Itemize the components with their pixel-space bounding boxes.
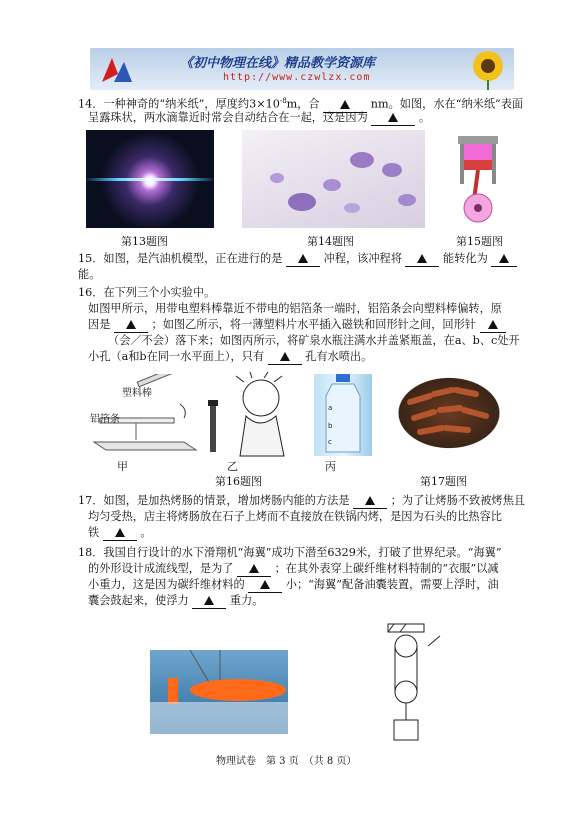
q16-line-3: 因是 ；如图乙所示，将一薄塑料片水平插入磁铁和回形针之间，回形针 — [88, 317, 506, 333]
fig16-bing-bottle — [314, 374, 372, 456]
q18-line-1: 18．我国自行设计的水下滑翔机“海翼”成功下潜至6329米，打破了世界纪录。“海翼” — [78, 546, 502, 559]
q16-line-2: 如图甲所示，用带电塑料棒靠近不带电的铝箔条一端时，铝箔条会向塑料棒偏转，原 — [88, 302, 502, 315]
fig16-label-yi: 乙 — [227, 460, 238, 473]
q16-line-4: （会／不会）落下来；如图丙所示，将矿泉水瓶注满水并盖紧瓶盖，在a、b、c处开 — [108, 334, 520, 347]
svg-text:a: a — [328, 404, 333, 412]
q18-line-2: 的外形设计成流线型，是为了 ；在其外表穿上碳纤维材料特制的“衣服”以减 — [88, 562, 499, 575]
answer-blank[interactable] — [103, 525, 137, 541]
header-banner — [90, 48, 514, 90]
q15-line-2: 能。 — [78, 268, 101, 281]
fig16-caption: 第16题图 — [215, 475, 262, 488]
fig16-label-jia: 甲 — [117, 460, 128, 473]
label-plastic-rod: 塑料棒 — [122, 388, 152, 399]
svg-text:c: c — [328, 438, 332, 446]
answer-blank[interactable] — [192, 593, 226, 609]
fig16-yi-diagram — [206, 372, 306, 458]
q16-line-5: 小孔（a和b在同一水平面上），只有 孔有水喷出。 — [88, 350, 373, 363]
logo-icon — [98, 52, 138, 86]
sunflower-icon — [460, 48, 514, 90]
answer-blank[interactable] — [491, 251, 517, 267]
banner-url: http://www.czwlzx.com — [223, 72, 371, 83]
answer-blank[interactable] — [405, 251, 439, 267]
answer-blank[interactable] — [114, 317, 148, 333]
fig17-grill-image — [390, 372, 508, 454]
pulley-diagram — [372, 622, 444, 744]
fig13-image — [86, 130, 214, 228]
q17-line-3: 铁 。 — [88, 526, 152, 539]
fig13-caption: 第13题图 — [121, 235, 168, 248]
glider-photo — [150, 650, 288, 734]
q18-line-3: 小重力，这是因为碳纤维材料的 小；“海翼”配备油囊装置，需要上浮时，油 — [88, 578, 499, 591]
answer-blank[interactable] — [371, 110, 415, 126]
q17-line-2: 均匀受热，店主将烤肠放在石子上烤而不直接放在铁锅内烤，是因为石头的比热容比 — [88, 510, 502, 523]
q15-line-1: 15．如图，是汽油机模型，正在进行的是 冲程，该冲程将 能转化为 — [78, 251, 517, 267]
page-footer: 物理试卷 第 3 页 （共 8 页） — [216, 756, 357, 767]
banner-title: 《初中物理在线》精品教学资源库 — [180, 56, 376, 71]
fig14-image — [242, 130, 425, 228]
label-foil-strip: 铝箔条 — [90, 414, 120, 425]
fig17-caption: 第17题图 — [420, 475, 467, 488]
q14-line-1: 14．一种神奇的“纳米纸”，厚度约$3\times 10^{-8}m$，合 nm。如图，水在“纳米纸”表面 — [78, 97, 524, 111]
answer-blank[interactable] — [268, 349, 302, 365]
answer-blank[interactable] — [248, 577, 282, 593]
answer-blank[interactable] — [286, 251, 320, 267]
answer-blank[interactable] — [353, 493, 387, 509]
q14-line-2: 呈露珠状，两水滴靠近时常会自动结合在一起，这是因为 。 — [88, 111, 431, 124]
svg-text:b: b — [328, 422, 333, 430]
q18-line-4: 囊会鼓起来，使浮力 重力。 — [88, 594, 264, 607]
fig15-caption: 第15题图 — [456, 235, 503, 248]
answer-blank[interactable] — [237, 561, 271, 577]
answer-blank[interactable] — [480, 317, 506, 333]
fig14-caption: 第14题图 — [307, 235, 354, 248]
q17-line-1: 17．如图，是加热烤肠的情景，增加烤肠内能的方法是 ；为了让烤肠不致被烤焦且 — [78, 494, 525, 507]
fig16-label-bing: 丙 — [325, 460, 336, 473]
q16-line-1: 16．在下列三个小实验中。 — [78, 286, 216, 299]
fig15-engine-diagram — [448, 130, 508, 230]
